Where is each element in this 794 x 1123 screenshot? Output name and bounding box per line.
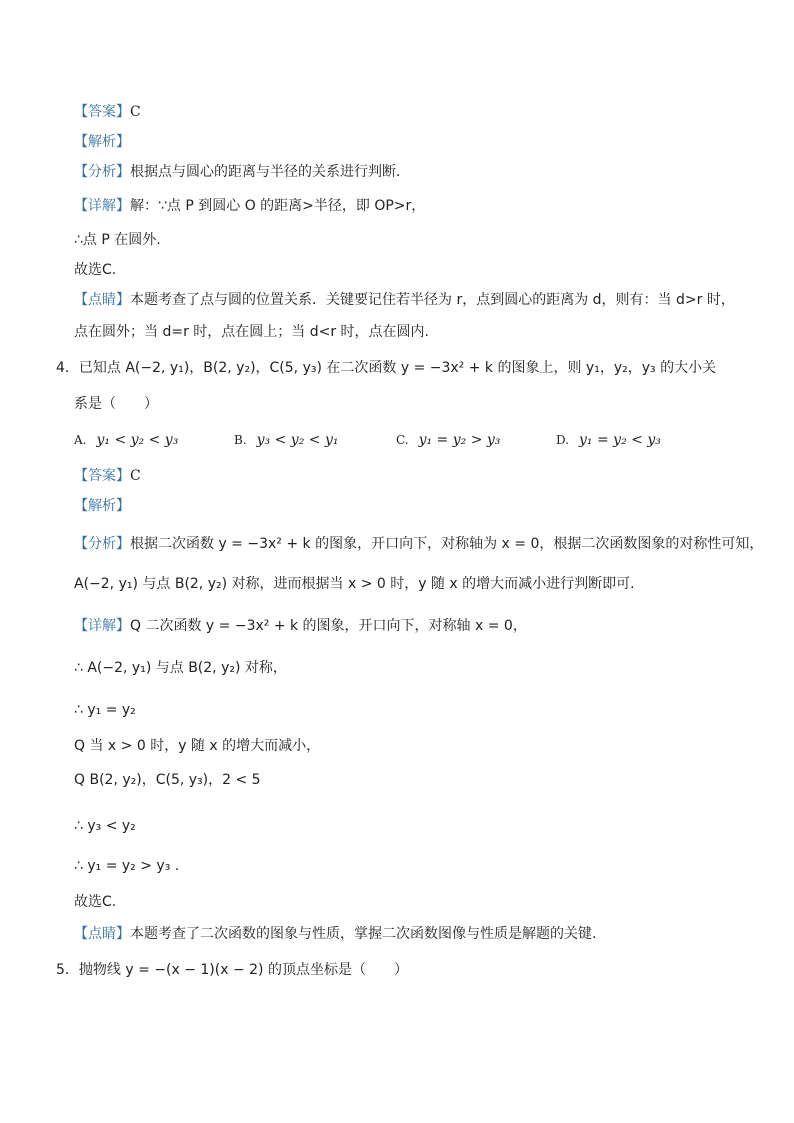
dianjing-tag: 【点睛】 [74, 926, 130, 942]
q4-step-4: Q B(2, y₂)，C(5, y₃)，2 < 5 [74, 772, 261, 788]
q3-xiangjie-text: 解：∵点 P 到圆心 O 的距离>半径，即 OP>r， [130, 198, 426, 214]
q4-step-2: ∴ y₁ = y₂ [74, 702, 136, 718]
q4-fenxi-line-1 [74, 534, 764, 554]
q4-choose-line: 故选C. [74, 894, 117, 910]
option-letter: C. [396, 433, 409, 447]
q4-step-1: ∴ A(−2, y₁) 与点 B(2, y₂) 对称， [74, 660, 287, 676]
q4-answer-line [74, 466, 754, 486]
q4-option-d [556, 430, 661, 450]
q4-fenxi-line-2: A(−2, y₁) 与点 B(2, y₂) 对称，进而根据当 x > 0 时，y 随 x 的增大而减小进行判断即可. [74, 576, 635, 592]
option-text: y₁ < y₂ < y₃ [96, 432, 179, 448]
dianjing-tag: 【点睛】 [74, 292, 130, 308]
q3-fenxi-line [74, 162, 754, 182]
answer-tag: 【答案】 [74, 104, 130, 120]
option-letter: D. [556, 433, 570, 447]
q3-answer: C [130, 104, 141, 120]
q4-xiangjie-line [74, 616, 754, 636]
option-text: y₁ = y₂ > y₃ [418, 432, 501, 448]
q3-dianjing-line-2: 点在圆外；当 d=r 时，点在圆上；当 d<r 时，点在圆内. [74, 324, 429, 340]
q4-dianjing-line [74, 924, 754, 944]
answer-tag: 【答案】 [74, 468, 130, 484]
q4-stem-line-2: 系是（ ） [74, 396, 158, 412]
q5-stem-line: 5．抛物线 y = −(x − 1)(x − 2) 的顶点坐标是（ ） [56, 962, 408, 978]
q3-xiangjie-line [74, 196, 754, 216]
xiangjie-tag: 【详解】 [74, 618, 130, 634]
q3-choose-line: 故选C. [74, 262, 117, 278]
option-text: y₃ < y₂ < y₁ [256, 432, 339, 448]
q4-option-c [396, 430, 500, 450]
q4-option-a [74, 430, 178, 450]
fenxi-tag: 【分析】 [74, 164, 130, 180]
q4-fenxi-text-1: 根据二次函数 y = −3x² + k 的图象，开口向下，对称轴为 x = 0，根据二次函数图象的对称性可知， [130, 536, 764, 552]
q3-answer-line [74, 102, 754, 122]
q3-therefore-line: ∴点 P 在圆外. [74, 232, 161, 248]
option-letter: A. [74, 433, 87, 447]
q3-dianjing-text-1: 本题考查了点与圆的位置关系．关键要记住若半径为 r，点到圆心的距离为 d，则有：当 d>r 时， [130, 292, 735, 308]
q3-analysis-heading [74, 132, 754, 152]
q4-step-3: Q 当 x > 0 时，y 随 x 的增大而减小， [74, 738, 321, 754]
q4-dianjing-text: 本题考查了二次函数的图象与性质，掌握二次函数图像与性质是解题的关键. [130, 926, 597, 942]
q4-step-5: ∴ y₃ < y₂ [74, 818, 136, 834]
option-text: y₁ = y₂ < y₃ [579, 432, 661, 448]
analysis-tag: 【解析】 [74, 498, 130, 514]
q3-dianjing-line-1 [74, 290, 754, 310]
xiangjie-tag: 【详解】 [74, 198, 130, 214]
q4-answer: C [130, 468, 141, 484]
fenxi-tag: 【分析】 [74, 536, 130, 552]
option-letter: B. [234, 433, 247, 447]
q4-analysis-heading [74, 496, 754, 516]
q3-fenxi-text: 根据点与圆心的距离与半径的关系进行判断. [130, 164, 401, 180]
analysis-tag: 【解析】 [74, 134, 130, 150]
q4-option-b [234, 430, 338, 450]
q4-step-6: ∴ y₁ = y₂ > y₃ . [74, 858, 180, 874]
q4-stem-line-1: 4．已知点 A(−2, y₁)，B(2, y₂)，C(5, y₃) 在二次函数 y = −3x² + k 的图象上，则 y₁，y₂，y₃ 的大小关 [56, 360, 717, 376]
q4-xiangjie-text: Q 二次函数 y = −3x² + k 的图象，开口向下，对称轴 x = 0， [130, 618, 527, 634]
